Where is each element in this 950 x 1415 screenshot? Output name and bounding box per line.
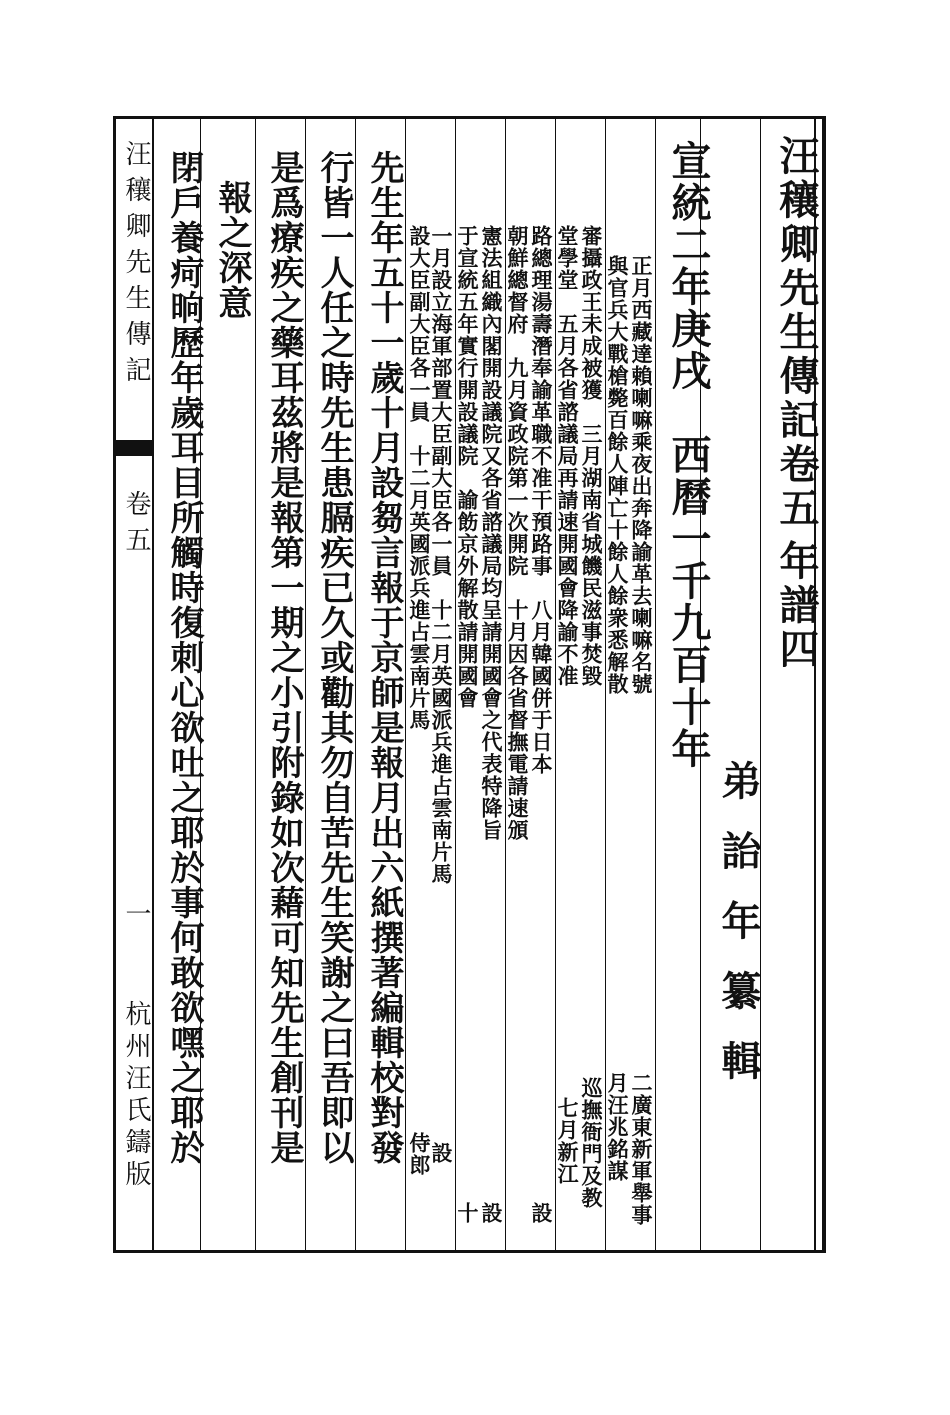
note-line: 一月設立海軍部置大臣副大臣各一員 十二月英國派兵進占雲南片馬 [429,225,454,885]
note-line: 十 [455,1180,480,1224]
note-line: 設 [429,1120,454,1164]
frame-top-border [113,116,826,119]
note-line: 正月西藏達賴喇嘛乘夜出奔降諭革去喇嘛名號 [629,255,654,695]
margin-publisher: 杭州汪氏鑄版 [121,1000,151,1192]
note-line: 憲法組織內閣開設議院又各省諮議局均呈請開國會之代表特降旨 [479,225,504,841]
year-heading: 宣統二年庚戌 西曆一千九百十年 [665,140,712,770]
margin-page-number: 一 [121,900,151,936]
body-line: 報之深意 [212,180,252,320]
frame-left-border [113,118,116,1253]
note-line: 與官兵大戰槍斃百餘人陣亡十餘人餘衆悉解散 [605,255,630,695]
margin-book-title: 汪穰卿先生傳記 [121,140,151,392]
fish-tail-mark [116,440,152,456]
note-line: 月汪兆銘謀 [605,1050,630,1182]
body-line: 先生年五十一歲十月設芻言報于京師是報月出六紙撰著編輯校對發 [364,150,404,1165]
volume-title: 汪穰卿先生傳記卷五 [773,135,820,531]
note-line: 朝鮮總督府 九月資政院第一次開院 十月因各省督撫電請速頒 [505,225,530,841]
note-line: 于宣統五年實行開設議院 諭飭京外解散請開國會 [455,225,480,709]
note-line: 路總理湯壽潛奉諭革職不准干預路事 八月韓國併于日本 [529,225,554,775]
body-line: 是爲療疾之藥耳茲將是報第一期之小引附錄如次藉可知先生創刊是 [264,150,304,1165]
compiler-credit: 弟詒年纂輯 [715,760,762,1110]
note-line: 審攝政王未成被獲 三月湖南省城饑民滋事焚毀 [579,225,604,687]
note-line: 侍郎 [407,1110,432,1176]
body-line: 行皆一人任之時先生患膈疾已久或勸其勿自苦先生笑謝之曰吾即以 [314,150,354,1165]
section-title: 年譜四 [773,540,820,672]
note-line: 巡撫衙門及教 [579,1055,604,1209]
note-line: 設 [479,1180,504,1224]
column-rule [655,118,656,1253]
margin-volume: 卷五 [121,490,151,562]
note-line: 設大臣副大臣各一員 十二月英國派兵進占雲南片馬 [407,225,432,731]
note-line: 堂學堂 五月各省諮議局再請速開國會降諭不准 [555,225,580,687]
frame-bottom-border [113,1250,826,1253]
note-line: 設 [529,1180,554,1224]
note-line: 七月新江 [555,1075,580,1185]
body-line: 閉戶養疴晌歷年歲耳目所觸時復刺心欲吐之耶於事何敢欲嘿之耶於 [164,150,204,1165]
note-line: 二廣東新軍舉事 [629,1050,654,1226]
